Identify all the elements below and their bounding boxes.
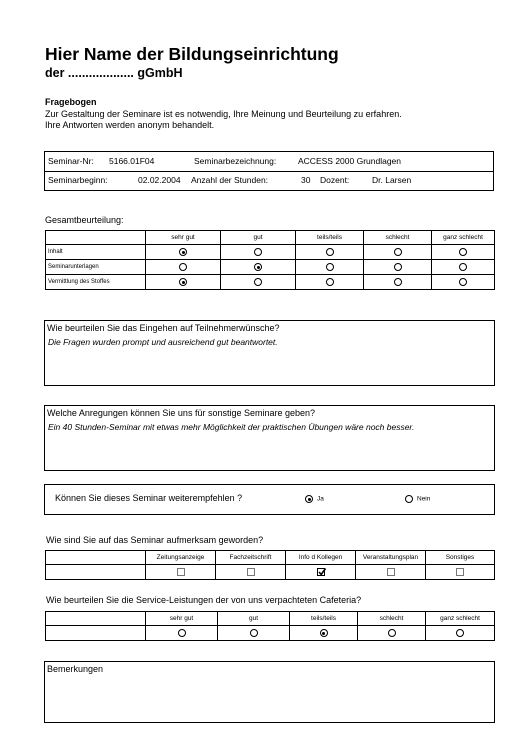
rating-cell[interactable]	[364, 245, 432, 260]
seminar-nr-label: Seminar-Nr:	[48, 156, 94, 166]
seminar-start-value[interactable]: 02.02.2004	[138, 175, 181, 185]
radio-icon[interactable]	[456, 629, 464, 637]
rating-cell[interactable]	[221, 260, 296, 275]
rating-cell[interactable]	[146, 275, 221, 290]
hours-value[interactable]: 30	[301, 175, 311, 185]
column-header: Fachzeitschrift	[216, 551, 286, 565]
column-header: sehr gut	[146, 612, 218, 626]
seminar-info-row	[45, 171, 493, 190]
table-header-row	[46, 612, 495, 626]
row-label: Seminarunterlagen	[46, 260, 146, 275]
row-label: Vermittlung des Stoffes	[46, 275, 146, 290]
seminar-info-box	[44, 151, 494, 191]
rating-cell[interactable]	[432, 245, 495, 260]
cafeteria-label: Wie beurteilen Sie die Service-Leistungen der von uns verpachteten Cafeteria?	[46, 595, 362, 605]
remarks-box[interactable]	[44, 661, 495, 723]
source-label: Wie sind Sie auf das Seminar aufmerksam geworden?	[46, 535, 264, 545]
column-header: Veranstaltungsplan	[356, 551, 426, 565]
column-header: gut	[221, 231, 296, 245]
question-wishes-box	[44, 320, 495, 386]
seminar-nr-value[interactable]: 5166.01F04	[109, 156, 155, 166]
radio-icon[interactable]	[326, 263, 334, 271]
form-heading: Fragebogen	[45, 97, 97, 107]
table-row	[46, 626, 495, 641]
rating-cell[interactable]	[146, 626, 218, 641]
table-row	[46, 260, 495, 275]
rating-cell[interactable]	[296, 260, 364, 275]
radio-icon[interactable]	[254, 278, 262, 286]
radio-icon[interactable]	[459, 278, 467, 286]
radio-icon[interactable]	[320, 629, 328, 637]
question-suggestions-answer[interactable]: Ein 40 Stunden-Seminar mit etwas mehr Möglichkeit der praktischen Übungen wäre noch besser.	[48, 422, 415, 432]
radio-icon[interactable]	[179, 248, 187, 256]
column-header: ganz schlecht	[432, 231, 495, 245]
recommend-no-option[interactable]	[405, 495, 430, 503]
radio-icon[interactable]	[459, 248, 467, 256]
rating-cell[interactable]	[432, 260, 495, 275]
question-wishes-answer[interactable]: Die Fragen wurden prompt und ausreichend gut beantwortet.	[48, 337, 278, 347]
checkbox-cell[interactable]	[356, 565, 426, 580]
radio-icon[interactable]	[254, 248, 262, 256]
column-header: teils/teils	[296, 231, 364, 245]
corner-cell	[46, 551, 146, 565]
table-row	[46, 245, 495, 260]
rating-cell[interactable]	[432, 275, 495, 290]
seminar-name-label: Seminarbezeichnung:	[194, 156, 277, 166]
rating-cell[interactable]	[221, 245, 296, 260]
overall-rating-label: Gesamtbeurteilung:	[45, 215, 124, 225]
rating-cell[interactable]	[426, 626, 495, 641]
radio-icon[interactable]	[326, 248, 334, 256]
checkbox-icon[interactable]	[247, 568, 255, 576]
seminar-start-label: Seminarbeginn:	[48, 175, 108, 185]
remarks-label: Bemerkungen	[47, 664, 104, 674]
column-header: schlecht	[364, 231, 432, 245]
table-header-row	[46, 231, 495, 245]
rating-cell[interactable]	[296, 245, 364, 260]
column-header: Zeitungsanzeige	[146, 551, 216, 565]
column-header: Sonstiges	[426, 551, 495, 565]
question-suggestions-box	[44, 405, 495, 471]
lecturer-value[interactable]: Dr. Larsen	[372, 175, 412, 185]
recommend-yes-label: Ja	[317, 495, 324, 503]
rating-cell[interactable]	[146, 245, 221, 260]
rating-cell[interactable]	[146, 260, 221, 275]
recommend-no-label: Nein	[417, 495, 431, 503]
table-header-row	[46, 551, 495, 565]
checkbox-cell[interactable]	[216, 565, 286, 580]
column-header: sehr gut	[146, 231, 221, 245]
intro-text-line1: Zur Gestaltung der Seminare ist es notwendig, Ihre Meinung und Beurteilung zu erfahren.	[45, 109, 402, 119]
question-wishes-label: Wie beurteilen Sie das Eingehen auf Teilnehmerwünsche?	[47, 323, 280, 333]
radio-icon[interactable]	[394, 263, 402, 271]
table-row	[46, 565, 495, 580]
radio-icon[interactable]	[250, 629, 258, 637]
column-header: ganz schlecht	[426, 612, 495, 626]
radio-icon[interactable]	[388, 629, 396, 637]
seminar-name-value[interactable]: ACCESS 2000 Grundlagen	[298, 156, 402, 166]
hours-label: Anzahl der Stunden:	[191, 175, 269, 185]
checkbox-icon[interactable]	[456, 568, 464, 576]
radio-icon[interactable]	[326, 278, 334, 286]
rating-cell[interactable]	[358, 626, 426, 641]
seminar-info-row	[45, 152, 493, 172]
cafeteria-table	[45, 611, 495, 641]
checkbox-cell[interactable]	[426, 565, 495, 580]
row-label: Inhalt	[46, 245, 146, 260]
rating-cell[interactable]	[218, 626, 290, 641]
recommend-yes-option[interactable]	[305, 495, 324, 503]
column-header: teils/teils	[290, 612, 358, 626]
overall-rating-table	[45, 230, 495, 290]
radio-icon[interactable]	[178, 629, 186, 637]
radio-icon[interactable]	[459, 263, 467, 271]
column-header: gut	[218, 612, 290, 626]
corner-cell	[46, 231, 146, 245]
checkbox-icon[interactable]	[387, 568, 395, 576]
source-table	[45, 550, 495, 580]
rating-cell[interactable]	[221, 275, 296, 290]
checkbox-checked-icon[interactable]	[317, 568, 325, 576]
checkbox-cell[interactable]	[146, 565, 216, 580]
intro-text-line2: Ihre Antworten werden anonym behandelt.	[45, 120, 215, 130]
rating-cell[interactable]	[296, 275, 364, 290]
column-header: Info d Kollegen	[286, 551, 356, 565]
corner-cell	[46, 612, 146, 626]
rating-cell[interactable]	[364, 260, 432, 275]
institution-subtitle: der ................... gGmbH	[45, 66, 183, 80]
recommend-box	[44, 484, 495, 515]
radio-icon[interactable]	[179, 263, 187, 271]
rating-cell[interactable]	[364, 275, 432, 290]
radio-icon[interactable]	[305, 495, 313, 503]
checkbox-cell[interactable]	[286, 565, 356, 580]
radio-icon[interactable]	[394, 278, 402, 286]
radio-icon[interactable]	[254, 263, 262, 271]
institution-title: Hier Name der Bildungseinrichtung	[45, 44, 339, 64]
question-suggestions-label: Welche Anregungen können Sie uns für sonstige Seminare geben?	[47, 408, 316, 418]
empty-label-cell	[46, 626, 146, 641]
lecturer-label: Dozent:	[320, 175, 350, 185]
table-row	[46, 275, 495, 290]
column-header: schlecht	[358, 612, 426, 626]
rating-cell[interactable]	[290, 626, 358, 641]
checkbox-icon[interactable]	[177, 568, 185, 576]
radio-icon[interactable]	[179, 278, 187, 286]
empty-label-cell	[46, 565, 146, 580]
radio-icon[interactable]	[394, 248, 402, 256]
recommend-question: Können Sie dieses Seminar weiterempfehlen ?	[55, 493, 243, 503]
radio-icon[interactable]	[405, 495, 413, 503]
